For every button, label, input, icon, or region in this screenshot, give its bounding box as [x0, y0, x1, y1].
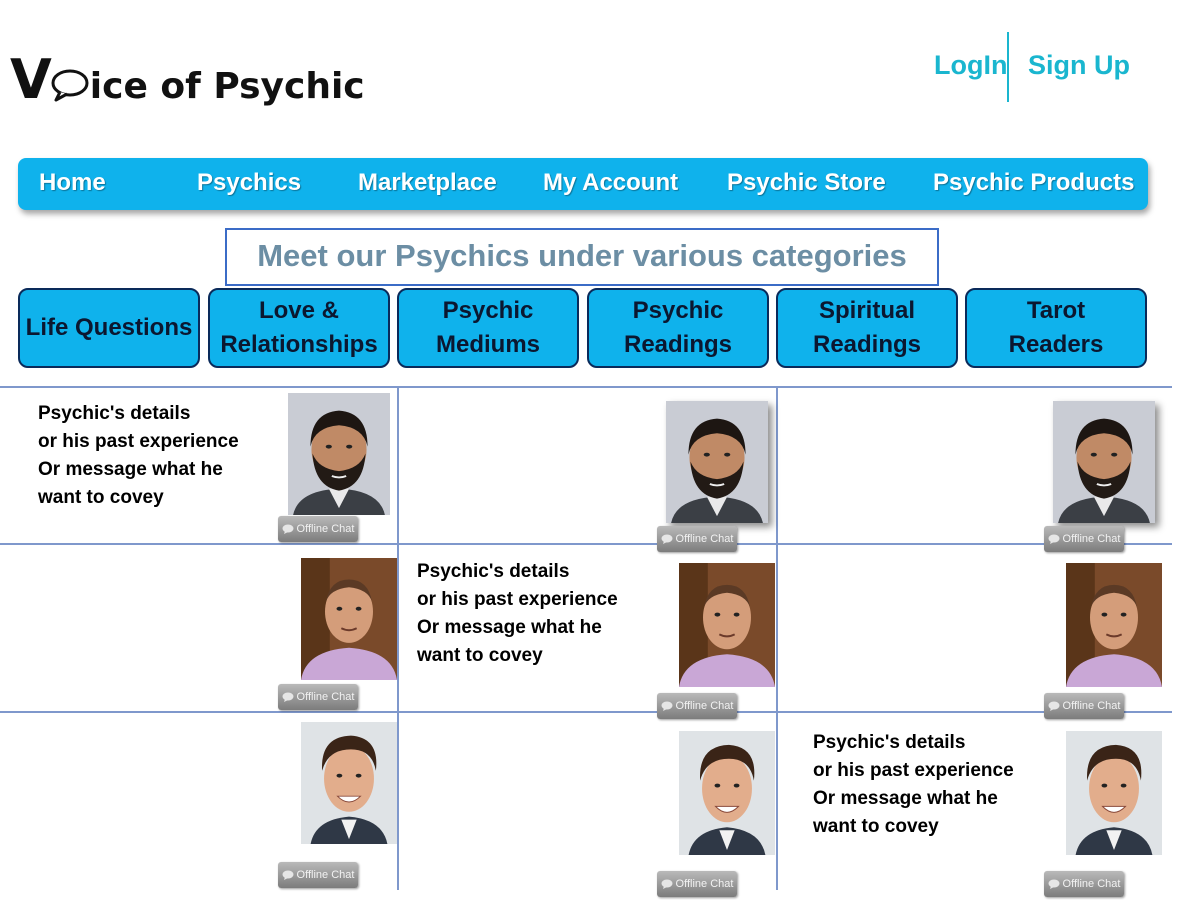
nav-item-psychics[interactable]: Psychics: [197, 169, 302, 196]
category-label: Love & Relationships: [220, 297, 378, 358]
offline-chat-button[interactable]: [1044, 526, 1124, 552]
category-tarot-readers[interactable]: [965, 288, 1147, 368]
category-love-relationships[interactable]: [208, 288, 390, 368]
grid-line: [776, 386, 778, 890]
offline-chat-label: Offline Chat: [675, 700, 734, 712]
psychic-photo[interactable]: [301, 722, 397, 844]
category-label: Psychic Readings: [623, 297, 733, 358]
offline-chat-button[interactable]: [278, 862, 358, 888]
psychic-photo[interactable]: [1066, 563, 1162, 687]
category-label: Life Questions: [25, 314, 193, 341]
offline-chat-button[interactable]: [657, 526, 737, 552]
speech-bubble-icon: [282, 692, 294, 702]
logo-initial: V: [10, 48, 50, 111]
nav-item-psychic-store[interactable]: Psychic Store: [727, 169, 886, 196]
offline-chat-button[interactable]: [1044, 871, 1124, 897]
category-label: Psychic Mediums: [435, 297, 540, 358]
offline-chat-button[interactable]: [278, 684, 358, 710]
grid-line: [397, 386, 399, 890]
grid-line: [0, 386, 1172, 388]
nav-item-my-account[interactable]: My Account: [543, 169, 679, 196]
speech-bubble-icon: [282, 524, 294, 534]
category-label: Tarot Readers: [1008, 297, 1104, 358]
nav-item-psychic-products[interactable]: Psychic Products: [933, 169, 1135, 196]
psychic-photo[interactable]: [679, 731, 775, 855]
speech-bubble-icon: [50, 68, 90, 106]
category-label: Spiritual Readings: [812, 297, 922, 358]
psychic-photo[interactable]: [288, 393, 390, 515]
speech-bubble-icon: [661, 879, 673, 889]
category-life-questions[interactable]: [18, 288, 200, 368]
offline-chat-button[interactable]: [278, 516, 358, 542]
offline-chat-button[interactable]: [1044, 693, 1124, 719]
auth-divider: [1007, 32, 1009, 102]
speech-bubble-icon: [1048, 701, 1060, 711]
offline-chat-label: Offline Chat: [1062, 533, 1121, 545]
offline-chat-label: Offline Chat: [296, 523, 355, 535]
category-psychic-readings[interactable]: [587, 288, 769, 368]
psychic-details: Psychic's details or his past experience Or message what he want to covey: [417, 561, 618, 666]
signup-link[interactable]: Sign Up: [1028, 50, 1130, 80]
nav-item-home[interactable]: Home: [39, 169, 106, 196]
speech-bubble-icon: [661, 701, 673, 711]
nav-item-marketplace[interactable]: Marketplace: [358, 169, 497, 196]
psychic-photo[interactable]: [679, 563, 775, 687]
speech-bubble-icon: [661, 534, 673, 544]
speech-bubble-icon: [282, 870, 294, 880]
site-logo[interactable]: [10, 48, 365, 111]
offline-chat-label: Offline Chat: [675, 533, 734, 545]
psychic-photo[interactable]: [301, 558, 397, 680]
offline-chat-label: Offline Chat: [296, 691, 355, 703]
grid-line: [0, 543, 1172, 545]
offline-chat-label: Offline Chat: [1062, 700, 1121, 712]
grid-line: [0, 711, 1172, 713]
offline-chat-label: Offline Chat: [675, 878, 734, 890]
psychic-photo[interactable]: [1053, 401, 1155, 523]
psychic-details: Psychic's details or his past experience Or message what he want to covey: [38, 403, 239, 508]
category-spiritual-readings[interactable]: [776, 288, 958, 368]
speech-bubble-icon: [1048, 534, 1060, 544]
main-nav: [18, 158, 1148, 210]
logo-text: ice of Psychic: [89, 66, 365, 107]
offline-chat-button[interactable]: [657, 871, 737, 897]
offline-chat-button[interactable]: [657, 693, 737, 719]
offline-chat-label: Offline Chat: [1062, 878, 1121, 890]
psychic-photo[interactable]: [1066, 731, 1162, 855]
category-psychic-mediums[interactable]: [397, 288, 579, 368]
login-link[interactable]: LogIn: [934, 50, 1008, 80]
speech-bubble-icon: [1048, 879, 1060, 889]
page-heading: Meet our Psychics under various categories: [257, 238, 907, 273]
psychic-photo[interactable]: [666, 401, 768, 523]
psychic-details: Psychic's details or his past experience Or message what he want to covey: [813, 732, 1014, 837]
offline-chat-label: Offline Chat: [296, 869, 355, 881]
